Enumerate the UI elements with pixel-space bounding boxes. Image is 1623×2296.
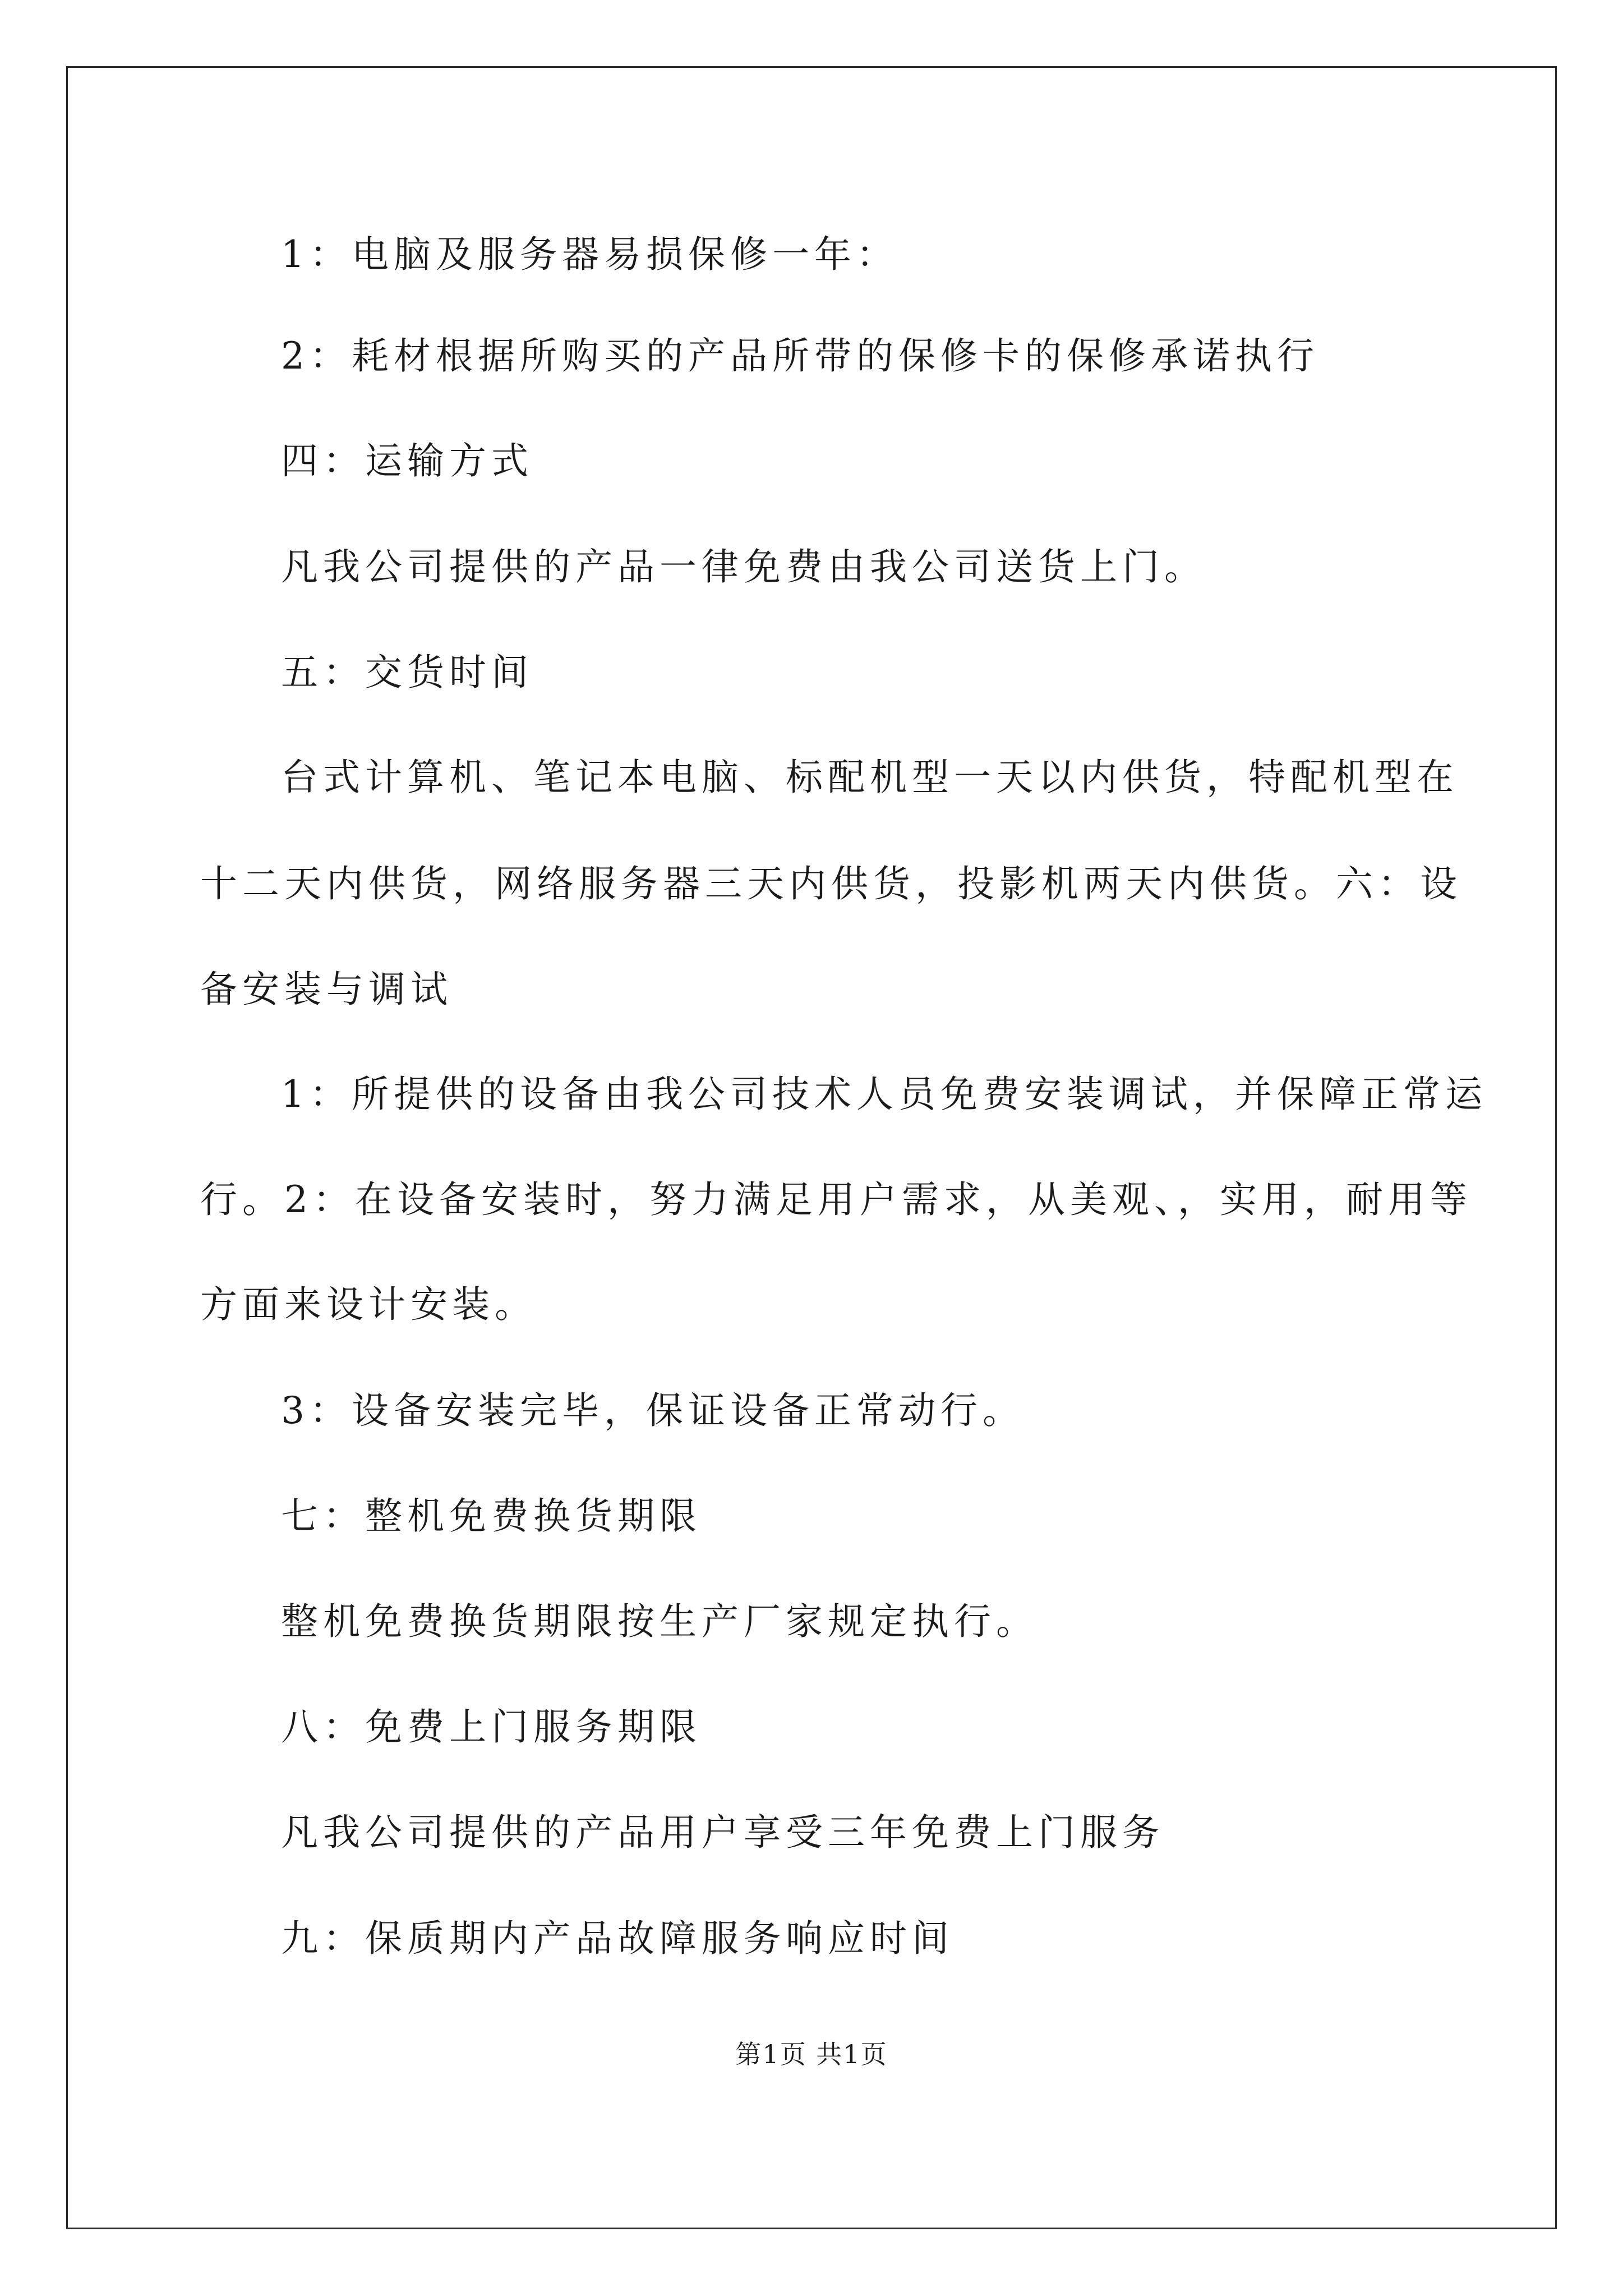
paragraph-line: 2：耗材根据所购买的产品所带的保修卡的保修承诺执行 <box>281 334 1319 378</box>
paragraph-line: 方面来设计安装。 <box>200 1283 537 1326</box>
paragraph-line: 十二天内供货，网络服务器三天内供货，投影机两天内供货。六：设 <box>200 862 1462 905</box>
paragraph-line: 整机免费换货期限按生产厂家规定执行。 <box>281 1600 1038 1643</box>
page-border <box>66 66 1557 2229</box>
paragraph-line: 备安装与调试 <box>200 968 453 1011</box>
paragraph-line: 1：电脑及服务器易损保修一年： <box>281 233 898 276</box>
section-heading: 九：保质期内产品故障服务响应时间 <box>281 1917 954 1960</box>
paragraph-line: 凡我公司提供的产品一律免费由我公司送货上门。 <box>281 545 1206 588</box>
page-footer: 第1页 共1页 <box>735 2039 888 2069</box>
paragraph-line: 3：设备安装完毕，保证设备正常动行。 <box>281 1389 1025 1432</box>
section-heading: 五：交货时间 <box>281 651 533 694</box>
paragraph-line: 台式计算机、笔记本电脑、标配机型一天以内供货，特配机型在 <box>281 756 1459 799</box>
paragraph-line: 凡我公司提供的产品用户享受三年免费上门服务 <box>281 1811 1164 1854</box>
section-heading: 七：整机免费换货期限 <box>281 1494 702 1538</box>
paragraph-line: 1：所提供的设备由我公司技术人员免费安装调试，并保障正常运 <box>281 1073 1487 1116</box>
section-heading: 八：免费上门服务期限 <box>281 1705 702 1749</box>
section-heading: 四：运输方式 <box>281 439 533 482</box>
paragraph-line: 行。2：在设备安装时，努力满足用户需求，从美观、，实用，耐用等 <box>200 1178 1472 1221</box>
